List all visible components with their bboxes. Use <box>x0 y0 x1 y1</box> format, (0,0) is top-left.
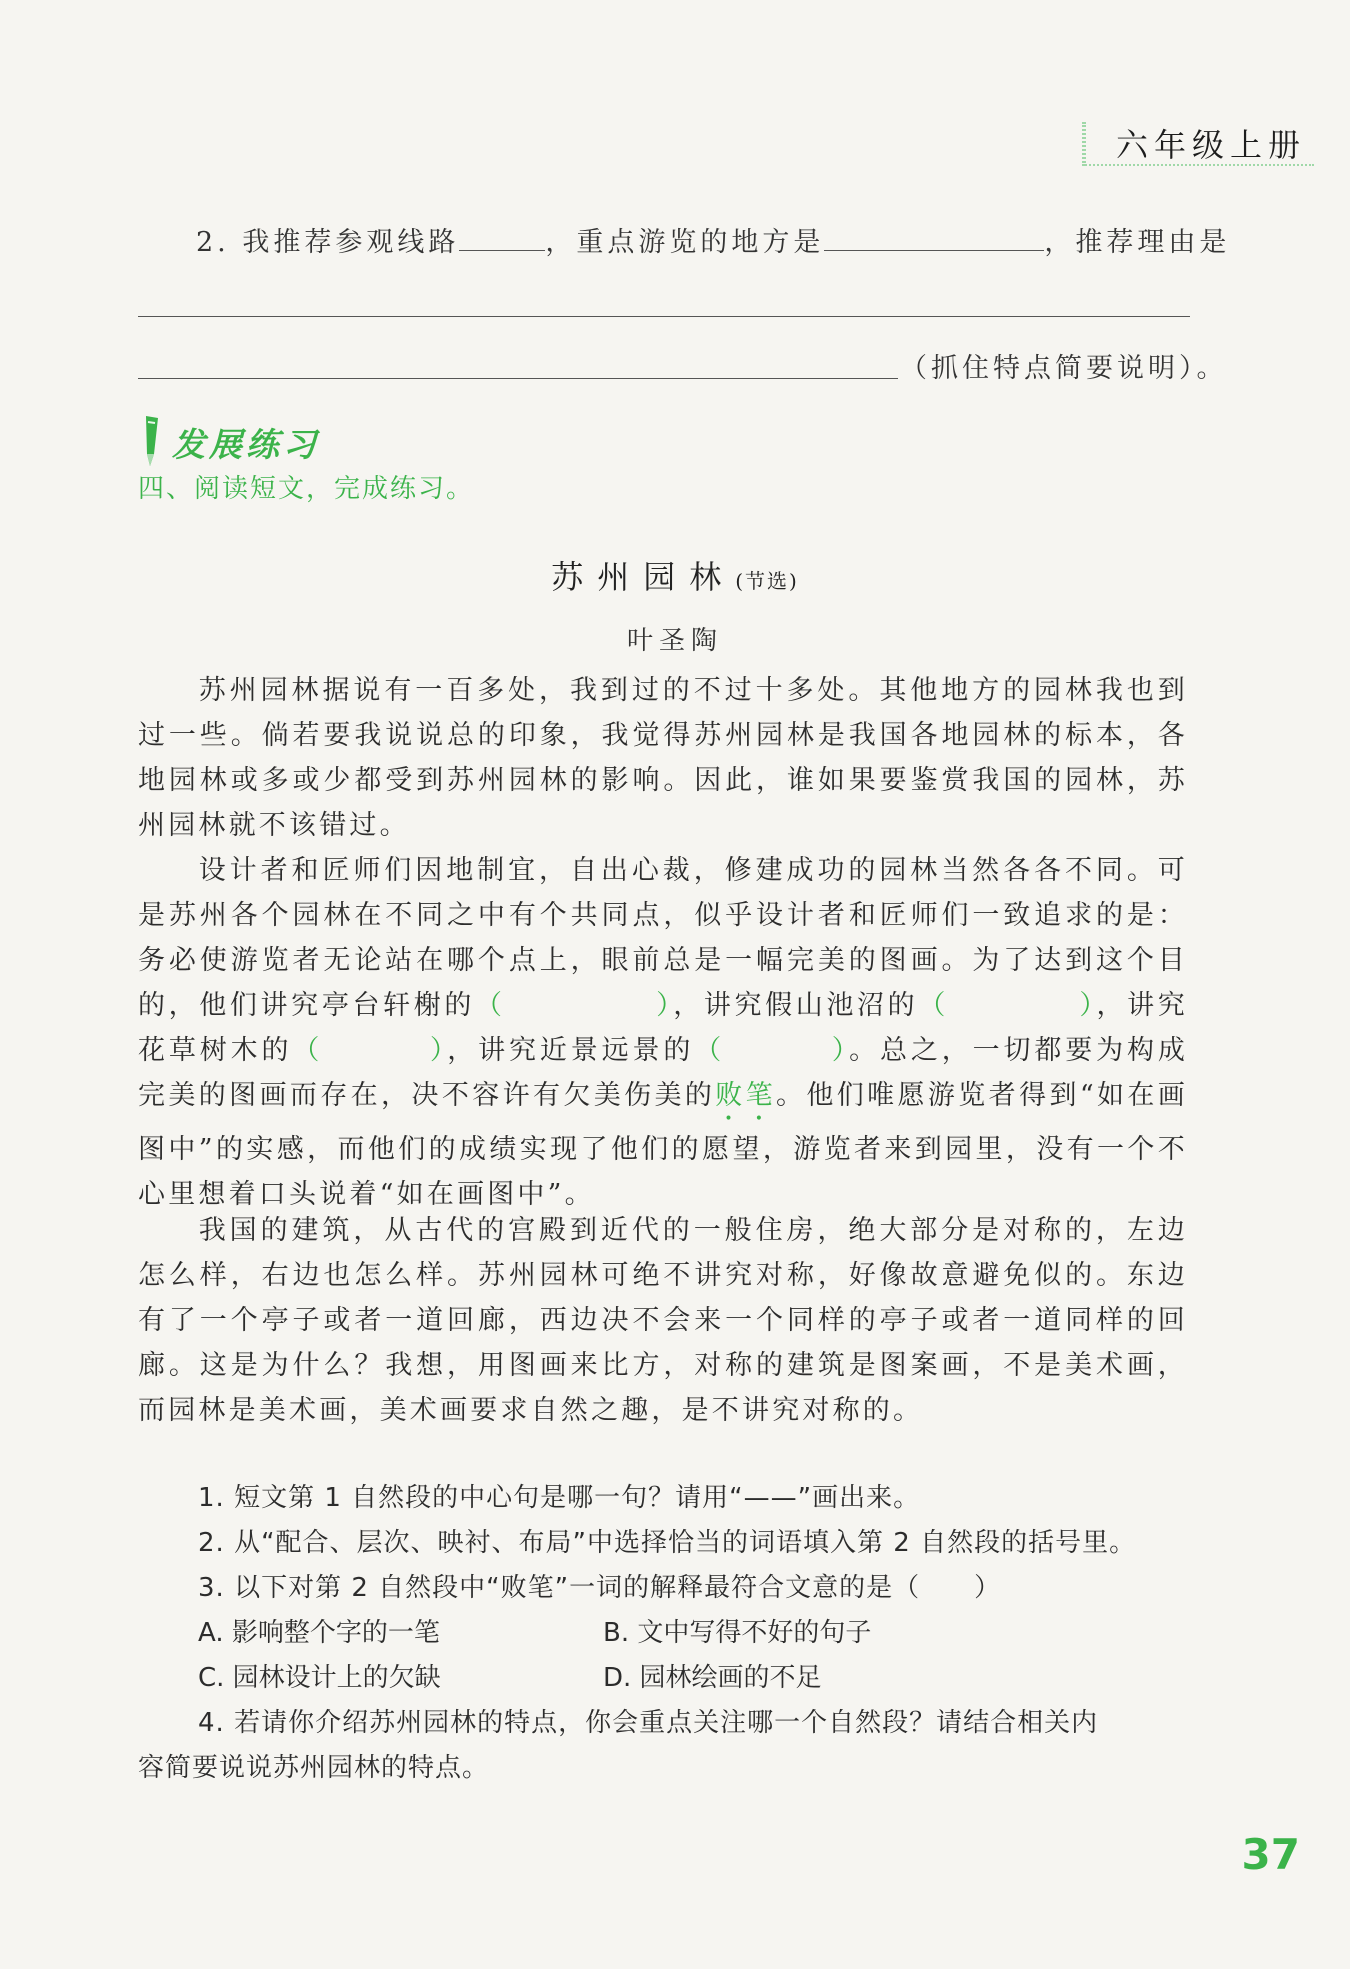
paragraph-3 <box>138 1208 1188 1433</box>
spot-blank[interactable] <box>824 250 1044 251</box>
blank-1-close: ） <box>655 990 674 1021</box>
question-1: 1. 短文第 1 自然段的中心句是哪一句？请用“——”画出来。 <box>198 1483 921 1513</box>
article-title <box>0 552 1350 598</box>
grade-label: 六年级上册 <box>1115 126 1306 164</box>
blank-3-open: （ <box>292 1035 324 1066</box>
option-c[interactable]: C. 园林设计上的欠缺 <box>198 1663 441 1693</box>
highlighted-word: 败笔 <box>715 1080 777 1111</box>
blank-2-close: ） <box>1078 990 1097 1021</box>
paragraph-1-text: 苏州园林据说有一百多处，我到过的不过十多处。其他地方的园林我也到过一些。倘若要我说说总的印象，我觉得苏州园林是我国各地园林的标本，各地园林或多或少都受到苏州园林的影响。因此，谁如果要鉴赏我国的园林，苏州园林就不该错过。 <box>138 675 1188 841</box>
section-heading <box>138 414 320 470</box>
article-title-note: (节选) <box>735 569 799 593</box>
blank-2-open: （ <box>918 990 949 1021</box>
pencil-icon <box>138 414 164 470</box>
reason-blank-line-2[interactable] <box>138 378 898 379</box>
reason-blank-line-1[interactable] <box>138 316 1190 317</box>
options-row-1 <box>138 1611 1198 1656</box>
blank-1-open: （ <box>475 990 506 1021</box>
paragraph-1 <box>138 668 1188 848</box>
paragraph-2-text-b: ，讲究假山池沼的 <box>673 990 919 1021</box>
page-number: 37 <box>1241 1830 1300 1879</box>
questions <box>138 1476 1198 1791</box>
paragraph-2-text-f: 。他们唯愿游览者得到“如在画图中”的实感，而他们的成绩实现了他们的愿望，游览者来到园里，没有一个不心里想着口头说着“如在画图中”。 <box>138 1080 1188 1210</box>
paragraph-2-text-a: 设计者和匠师们因地制宜，自出心裁，修建成功的园林当然各各不同。可是苏州各个园林在不同之中有个共同点，似乎设计者和匠师们一致追求的是：务必使游览者无论站在哪个点上，眼前总是一幅完美的图画。为了达到这个目的，他们讲究亭台轩榭的 <box>138 855 1188 1021</box>
task-instruction: 四、阅读短文，完成练习。 <box>138 474 475 504</box>
question-4-continued: 容简要说说苏州园林的特点。 <box>138 1753 490 1783</box>
blank-4-close: ） <box>831 1035 850 1066</box>
option-d[interactable]: D. 园林绘画的不足 <box>603 1663 822 1693</box>
paragraph-2-text-d: ，讲究近景远景的 <box>447 1035 695 1066</box>
blank-4-open: （ <box>694 1035 726 1066</box>
question-4: 4. 若请你介绍苏州园林的特点，你会重点关注哪一个自然段？请结合相关内 <box>198 1708 1099 1738</box>
recommend-line <box>196 220 1230 259</box>
option-b[interactable]: B. 文中写得不好的句子 <box>603 1618 872 1648</box>
article-title-main: 苏州园林 <box>551 558 736 596</box>
route-blank[interactable] <box>459 250 545 251</box>
option-a[interactable]: A. 影响整个字的一笔 <box>198 1618 440 1648</box>
recommend-reason-label: ，推荐理由是 <box>1044 227 1231 258</box>
paragraph-2-text-c: ，讲究花草树木的 <box>138 990 1189 1066</box>
blank-3-close: ） <box>429 1035 448 1066</box>
reason-note: （抓住特点简要说明）。 <box>900 353 1228 384</box>
paragraph-2-text-e: 。总之，一切都要为构成完美的图画而存在，决不容许有欠美伤美的 <box>138 1035 1189 1111</box>
article-author: 叶圣陶 <box>626 626 723 656</box>
recommend-route-label: 2. 我推荐参观线路 <box>196 227 460 258</box>
grade-tab <box>1082 122 1314 166</box>
paragraph-2 <box>138 848 1188 1217</box>
recommend-spot-label: ，重点游览的地方是 <box>545 227 825 258</box>
question-3: 3. 以下对第 2 自然段中“败笔”一词的解释最符合文意的是（ ） <box>198 1573 1002 1603</box>
section-title: 发展练习 <box>172 424 320 464</box>
paragraph-3-text: 我国的建筑，从古代的宫殿到近代的一般住房，绝大部分是对称的，左边怎么样，右边也怎么样。苏州园林可绝不讲究对称，好像故意避免似的。东边有了一个亭子或者一道回廊，西边决不会来一个同样的亭子或者一道同样的回廊。这是为什么？我想，用图画来比方，对称的建筑是图案画，不是美术画，而园林是美术画，美术画要求自然之趣，是不讲究对称的。 <box>138 1215 1188 1426</box>
question-2: 2. 从“配合、层次、映衬、布局”中选择恰当的词语填入第 2 自然段的括号里。 <box>198 1528 1137 1558</box>
options-row-2 <box>138 1656 1198 1701</box>
